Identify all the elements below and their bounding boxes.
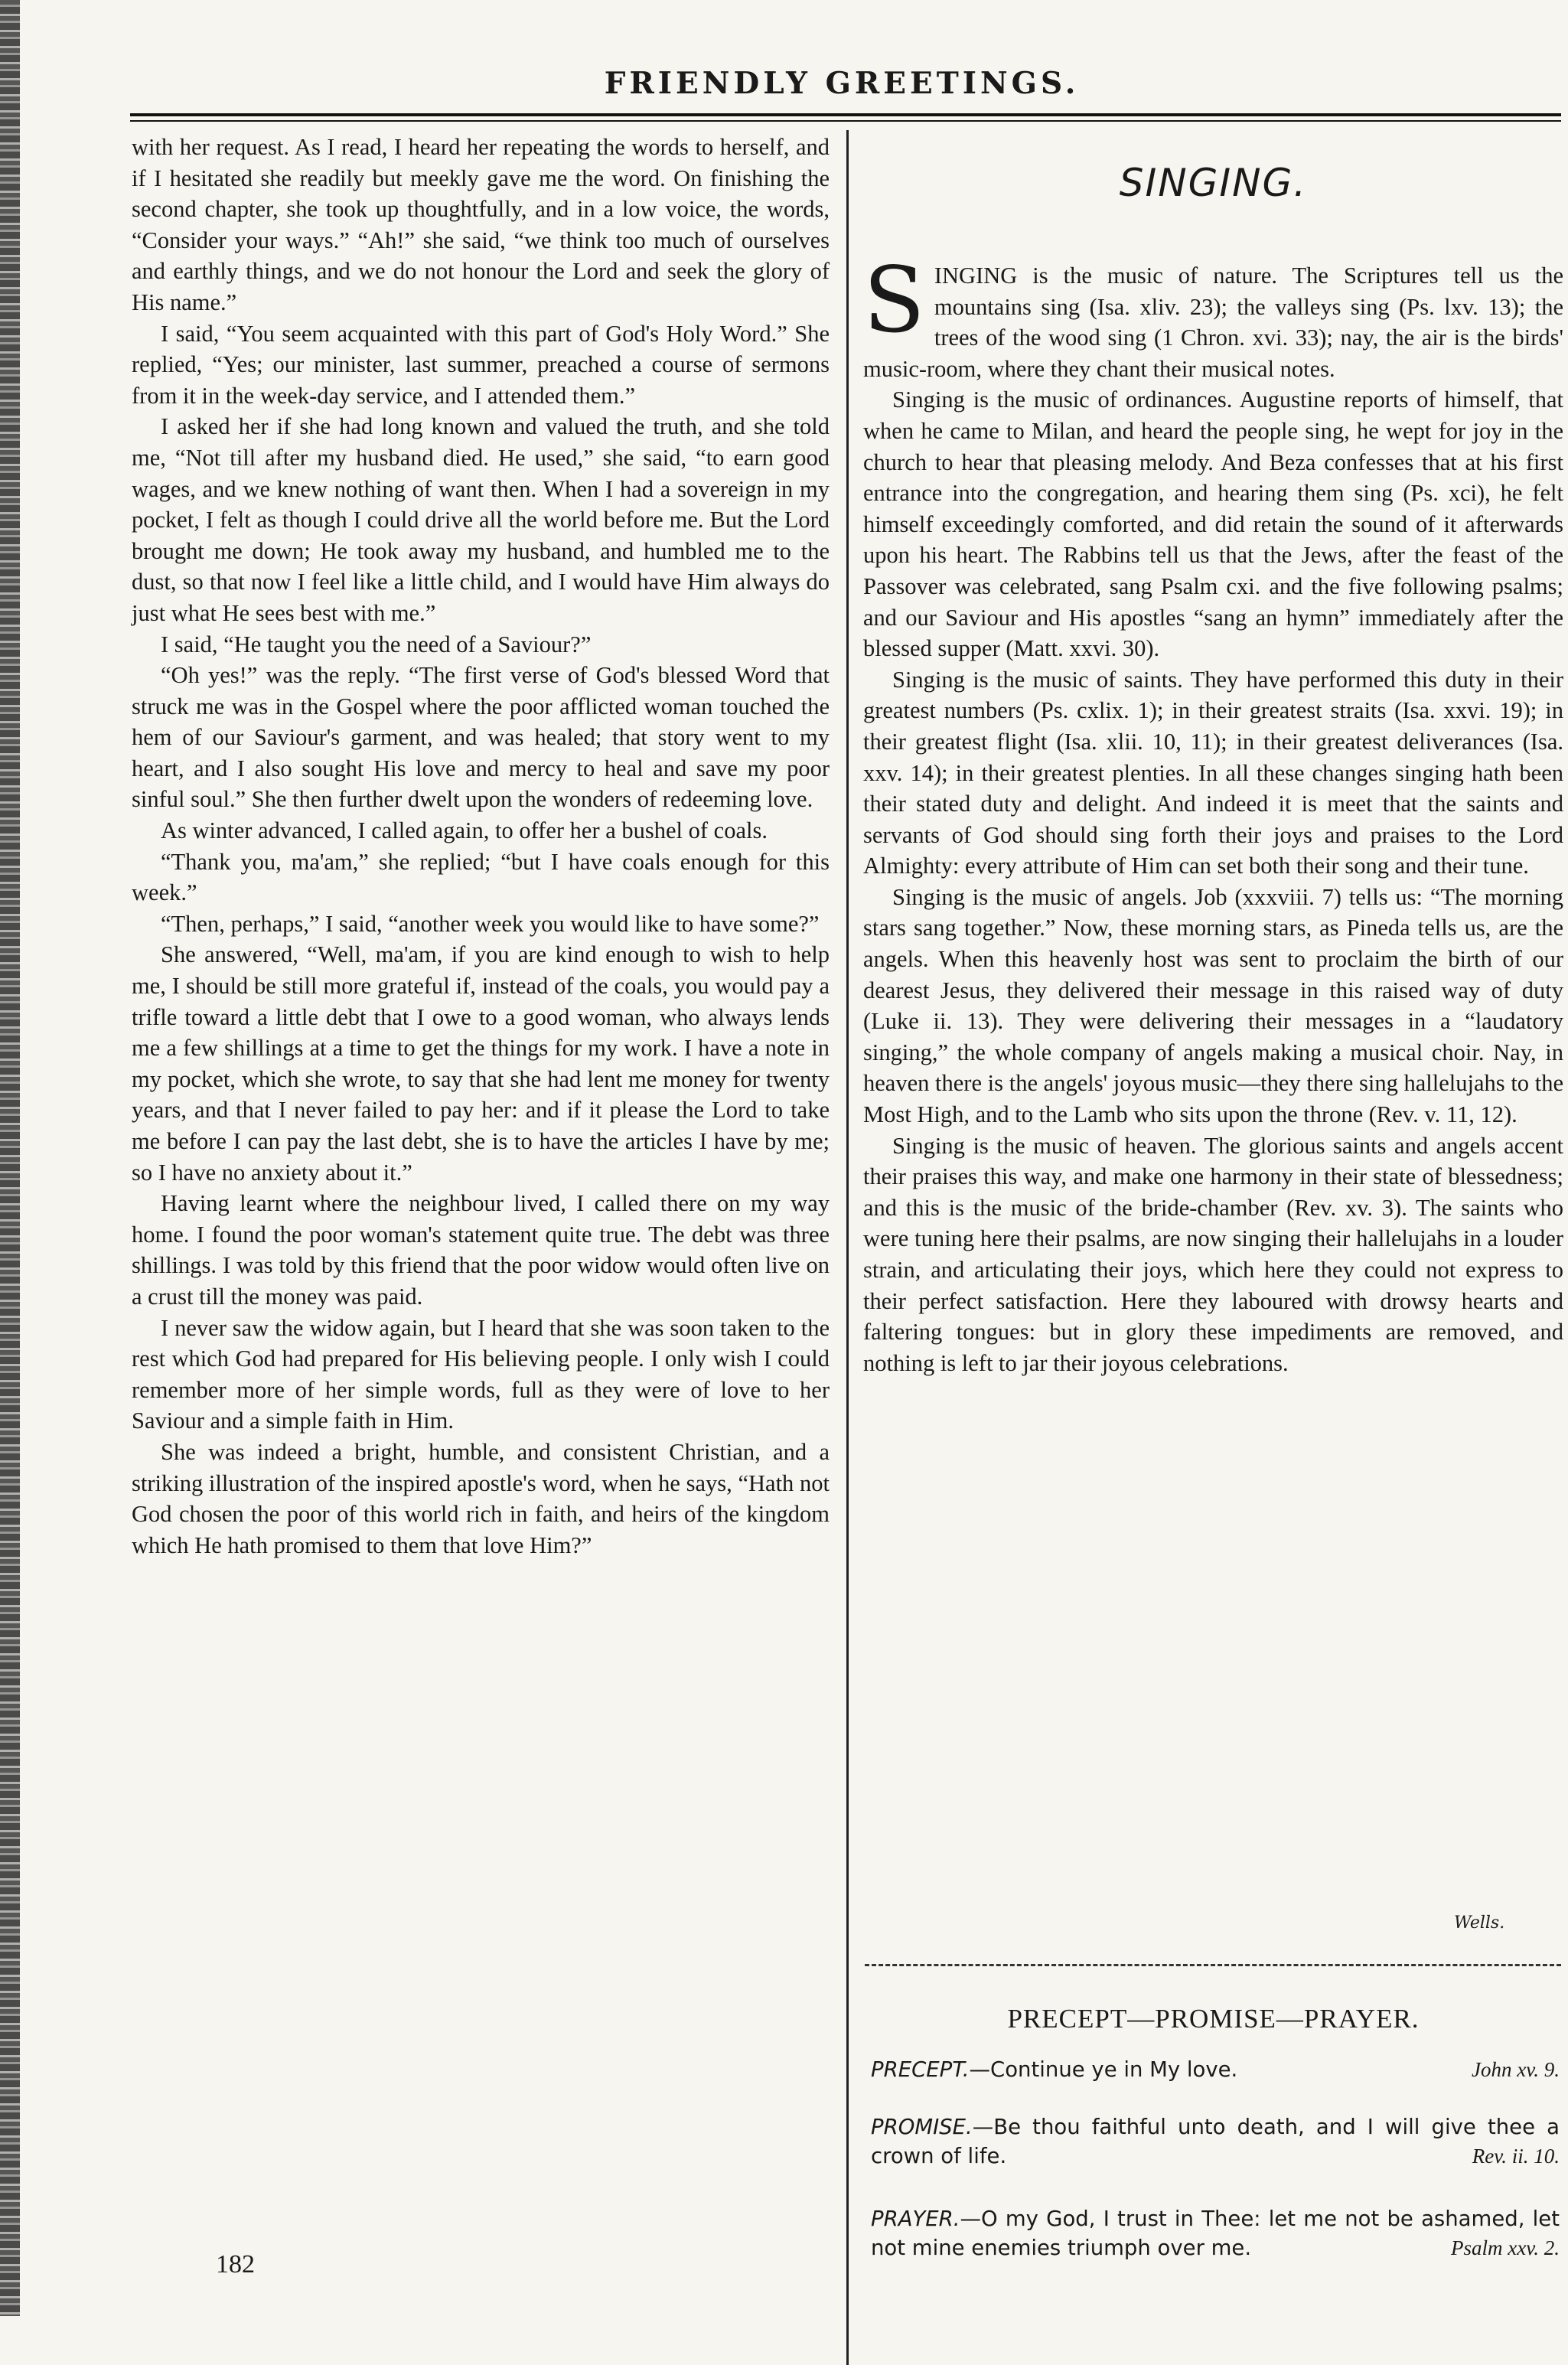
column-divider (846, 130, 849, 2365)
page-binding-edge (0, 0, 20, 2316)
left-column (132, 132, 830, 1561)
section-divider (865, 1964, 1561, 1966)
prayer-item (871, 2204, 1560, 2262)
precept-label: PRECEPT. (871, 2057, 970, 2082)
precept-item (871, 2055, 1560, 2084)
promise-reference: Rev. ii. 10. (1472, 2145, 1560, 2168)
singing-article (863, 247, 1563, 1378)
prayer-reference: Psalm xxv. 2. (1451, 2236, 1560, 2259)
paragraph: I never saw the widow again, but I heard that she was soon taken to the rest which God had prepared for His believing people. I only wish I could remember more of her simple words, full as they were of love to her Saviour and a simple faith in Him. (132, 1314, 830, 1434)
paragraph: I asked her if she had long known and valued the truth, and she told me, “Not till after my husband died. He used,” she said, “to earn good wages, and we knew nothing of want then. When I had a sovereign in my pocket, I felt as though I could drive all the world before me. But the Lord brought me down; He took away my husband, and humbled me to the dust, so that now I feel like a little child, and I would have Him always do just what He sees best with me.” (132, 413, 830, 626)
paragraph: “Then, perhaps,” I said, “another week you would like to have some?” (161, 910, 820, 937)
paragraph: I said, “He taught you the need of a Saviour?” (161, 631, 592, 657)
paragraph: She was indeed a bright, humble, and consistent Christian, and a striking illustration of the inspired apostle's word, when he says, “Hath not God chosen the poor of this world rich in faith, and heirs of the kingdom which He hath promised to them that love Him?” (132, 1438, 830, 1558)
prayer-label: PRAYER. (871, 2207, 960, 2231)
prayer-text: —O my God, I trust in Thee: let me not be ashamed, let not mine enemies triumph over me. (871, 2207, 1560, 2260)
paragraph: As winter advanced, I called again, to offer her a bushel of coals. (161, 817, 768, 844)
paragraph: Singing is the music of angels. Job (xxxviii. 7) tells us: “The morning stars sang together.” Now, these morning stars, as Pineda tells us, are the angels. When this heavenly host was sent to proclaim the birth of our dearest Jesus, they delivered their message in this raised way of duty (Luke ii. 13). They were delivering their messages in a “laudatory singing,” the whole company of angels making a musical choir. Nay, in heaven there is the angels' joyous music—they there sing hallelujahs to the Most High, and to the Lamb who sits upon the throne (Rev. v. 11, 12). (863, 883, 1563, 1128)
header-rule-thick (130, 113, 1561, 116)
paragraph: I said, “You seem acquainted with this part of God's Holy Word.” She replied, “Yes; our minister, last summer, preached a course of sermons from it in the week-day service, and I attended them.” (132, 320, 830, 409)
paragraph: Singing is the music of heaven. The glorious saints and angels accent their praises this way, and make one harmony in their state of blessedness; and this is the music of the bride-chamber (Rev. xv. 3). The saints who were tuning here their psalms, are now singing their hallelujahs in a louder strain, and articulating their joys, which here they could not express to their perfect satisfaction. Here they laboured with drowsy hearts and faltering tongues: but in glory these impediments are removed, and nothing is left to jar their joyous celebrations. (863, 1132, 1563, 1376)
promise-label: PROMISE. (871, 2115, 973, 2139)
ppp-title: PRECEPT—PROMISE—PRAYER. (1007, 2004, 1420, 2034)
promise-text: —Be thou faithful unto death, and I will give thee a crown of life. (871, 2115, 1560, 2168)
header-rule-thin (130, 120, 1561, 122)
promise-item (871, 2112, 1560, 2171)
paragraph: Singing is the music of ordinances. Augustine reports of himself, that when he came to Milan, and heard the people sing, he wept for joy in the church to hear that pleasing melody. And Beza confesses that at his first entrance into the congregation, and hearing them sing (Ps. xci), he felt himself exceedingly comforted, and did retain the sound of it afterwards upon his heart. The Rabbins tell us that the Jews, after the feast of the Passover was celebrated, sang Psalm cxi. and the five following psalms; and our Saviour and His apostles “sang an hymn” immediately after the blessed supper (Matt. xxvi. 30). (863, 387, 1563, 662)
paragraph: Singing is the music of saints. They have performed this duty in their greatest numbers (Ps. cxlix. 1); in their greatest straits (Isa. xxvi. 19); in their greatest flight (Isa. xlii. 10, 11); in their greatest deliverances (Isa. xxv. 14); in their greatest plenties. In all these changes singing hath been their stated duty and delight. And indeed it is meet that the saints and servants of God should sing forth their joys and praises to the Lord Almighty: every attribute of Him can set both their song and their tune. (863, 666, 1563, 879)
page-header: FRIENDLY GREETINGS. (604, 66, 1080, 101)
paragraph: “Thank you, ma'am,” she replied; “but I have coals enough for this week.” (132, 848, 830, 906)
paragraph: She answered, “Well, ma'am, if you are kind enough to wish to help me, I should be still more grateful if, instead of the coals, you would pay a trifle toward a little debt that I owe to a good woman, who always lends me a few shillings at a time to get the things for my work. I have a note in my pocket, which she wrote, to say that she had lent me money for twenty years, and that I never failed to pay her: and if it please the Lord to take me before I can pay the last debt, she is to have the articles I have by me; so I have no anxiety about it.” (132, 941, 830, 1186)
drop-cap: S (863, 247, 925, 353)
first-paragraph-text: is the music of nature. The Scriptures tell us the mountains sing (Isa. xliv. 23); the valleys sing (Ps. lxv. 13); the trees of the wood sing (1 Chron. xvi. 33); nay, the air is the birds' music-room, where they chant their musical notes. (863, 263, 1563, 382)
page-number: 182 (216, 2250, 255, 2279)
article-signature: Wells. (1454, 1913, 1505, 1933)
precept-reference: John xv. 9. (1472, 2058, 1560, 2081)
paragraph: with her request. As I read, I heard her repeating the words to herself, and if I hesitated she readily but meekly gave me the word. On finishing the second chapter, she took up thoughtfully, and in a low voice, the words, “Consider your ways.” “Ah!” she said, “we think too much of ourselves and earthly things, and we do not honour the Lord and seek the glory of His name.” (132, 134, 830, 315)
article-title: SINGING. (1119, 161, 1308, 205)
precept-text: —Continue ye in My love. (969, 2057, 1238, 2082)
first-paragraph (863, 247, 1563, 384)
paragraph: Having learnt where the neighbour lived, I called there on my way home. I found the poor woman's statement quite true. The debt was three shillings. I was told by this friend that the poor widow would often live on a crust till the money was paid. (132, 1190, 830, 1310)
first-word-rest: INGING (934, 263, 1018, 289)
paragraph: “Oh yes!” was the reply. “The first verse of God's blessed Word that struck me was in the Gospel where the poor afflicted woman touched the hem of our Saviour's garment, and was healed; that story went to my heart, and I also sought His love and mercy to heal and save my poor sinful soul.” She then further dwelt upon the wonders of redeeming love. (132, 662, 830, 813)
